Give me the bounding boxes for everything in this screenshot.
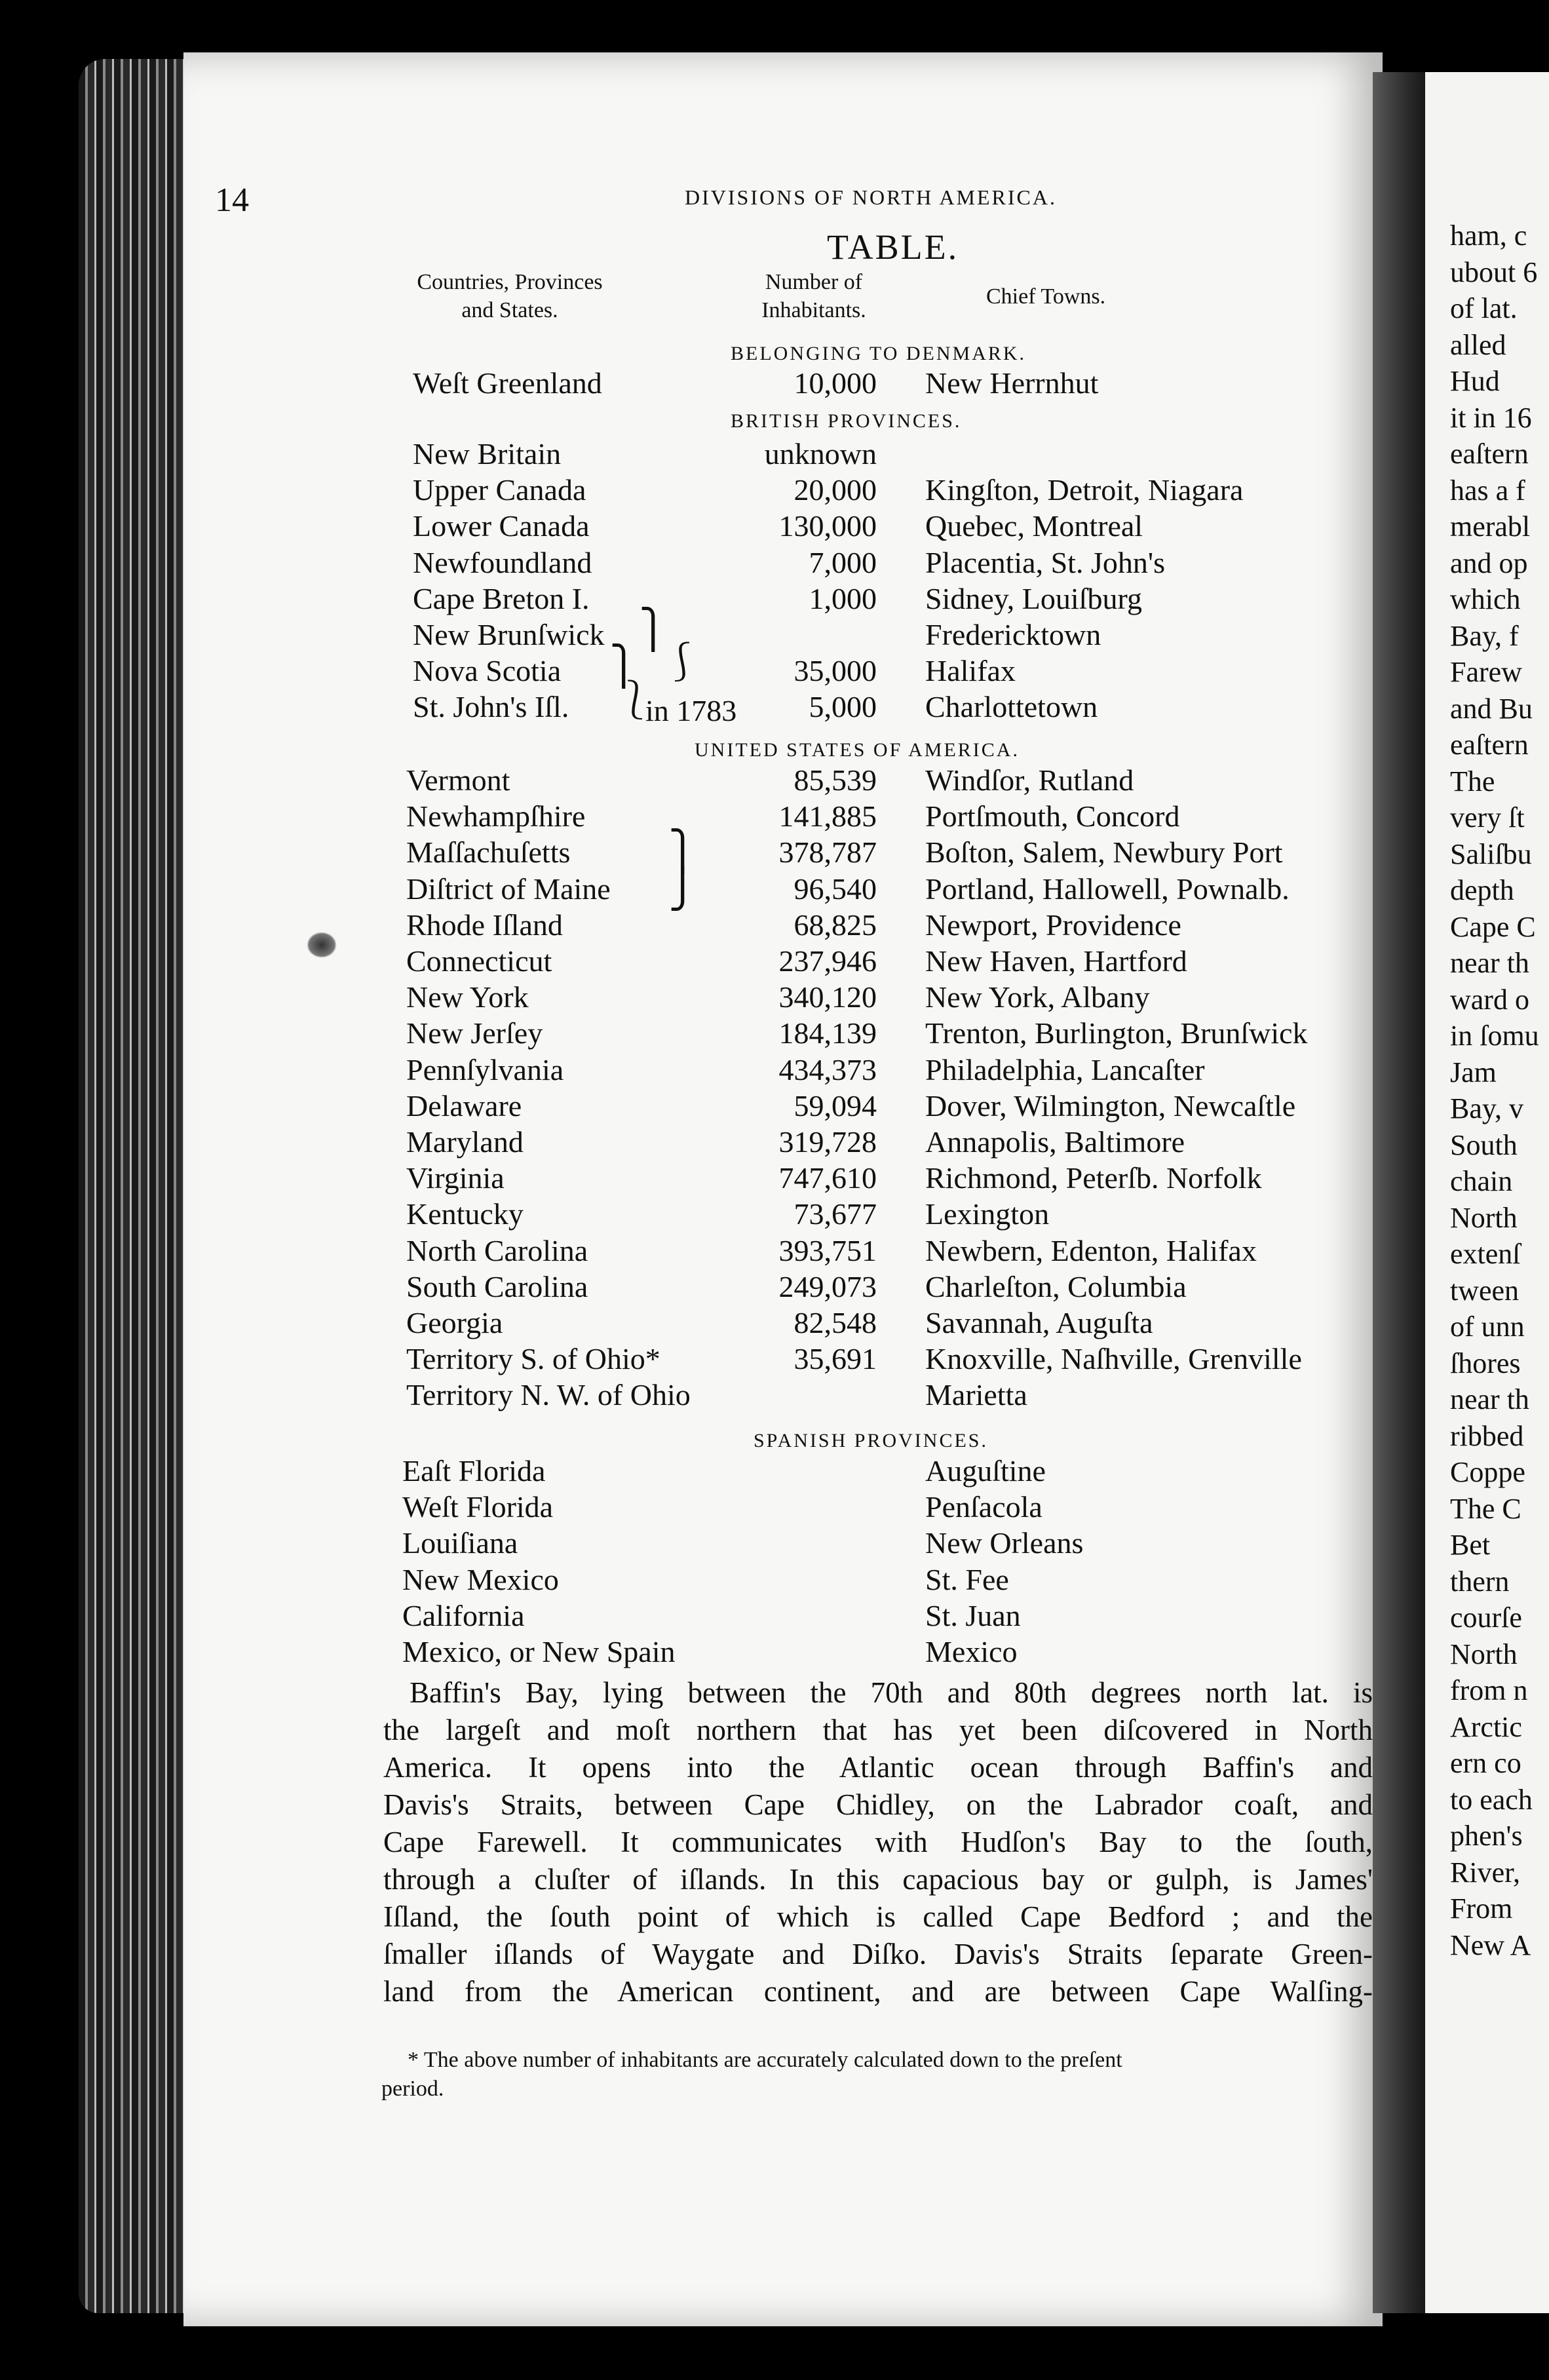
table-row-name: Virginia: [406, 1161, 505, 1195]
table-row-name: Territory N. W. of Ohio: [406, 1378, 691, 1411]
facing-page-line: ward o: [1450, 983, 1529, 1016]
table-row-name: Nova Scotia: [413, 654, 562, 687]
table-row-chief-towns: Philadelphia, Lancaſter: [925, 1053, 1205, 1086]
table-row-name: Newhampſhire: [406, 799, 586, 833]
facing-page-line: tween: [1450, 1274, 1520, 1307]
paragraph-line: the largeſt and moſt northern that has yet been diſcovered in North: [383, 1714, 1373, 1746]
facing-page-line: near th: [1450, 947, 1529, 979]
table-row-name: Eaſt Florida: [402, 1454, 546, 1488]
table-row-inhabitants: 10,000: [794, 366, 877, 400]
facing-page-line: Jam: [1450, 1056, 1497, 1088]
table-row-inhabitants: 68,825: [794, 908, 877, 942]
footnote-line: * The above number of inhabitants are accurately calculated down to the preſent: [408, 2048, 1122, 2072]
table-row-name: Delaware: [406, 1089, 522, 1123]
table-row-chief-towns: Knoxville, Naſhville, Grenville: [925, 1342, 1302, 1375]
table-row-inhabitants: 35,691: [794, 1342, 877, 1375]
facing-page-line: alled: [1450, 328, 1506, 361]
table-row-chief-towns: Charlottetown: [925, 690, 1098, 723]
table-row-name: Upper Canada: [413, 473, 586, 507]
facing-page-line: ubout 6: [1450, 256, 1538, 288]
table-row-inhabitants: 1,000: [809, 582, 877, 615]
section-heading: SPANISH PROVINCES.: [754, 1430, 988, 1451]
table-row-name: California: [402, 1599, 525, 1632]
table-row-chief-towns: Auguſtine: [925, 1454, 1046, 1488]
table-row-name: Kentucky: [406, 1197, 524, 1231]
table-row-chief-towns: Marietta: [925, 1378, 1027, 1411]
table-row-chief-towns: Lexington: [925, 1197, 1050, 1231]
table-row-inhabitants: 237,946: [778, 944, 877, 978]
table-row-name: Territory S. of Ohio*: [406, 1342, 660, 1375]
paragraph-line: land from the American continent, and are between Cape Walſing-: [383, 1975, 1373, 2008]
facing-page-line: Bay, v: [1450, 1092, 1524, 1124]
table-row-inhabitants: 393,751: [778, 1234, 877, 1267]
table-row-name: Vermont: [406, 763, 510, 797]
table-row-chief-towns: Halifax: [925, 654, 1016, 687]
table-row-chief-towns: Windſor, Rutland: [925, 763, 1134, 797]
table-row-chief-towns: St. Juan: [925, 1599, 1021, 1632]
table-row-inhabitants: 85,539: [794, 763, 877, 797]
table-row-name: Cape Breton I.: [413, 582, 590, 615]
facing-page-line: has a f: [1450, 474, 1525, 507]
facing-page-line: near th: [1450, 1383, 1529, 1415]
facing-page-line: Arctic: [1450, 1710, 1522, 1743]
table-row-inhabitants: 59,094: [794, 1089, 877, 1123]
paragraph-line: ſmaller iſlands of Waygate and Diſko. Davis's Straits ſeparate Green-: [383, 1938, 1373, 1970]
facing-page-line: North: [1450, 1638, 1518, 1670]
facing-page-line: and Bu: [1450, 692, 1533, 725]
ink-stain: [307, 932, 337, 958]
table-row-chief-towns: New York, Albany: [925, 980, 1150, 1014]
table-row-name: Weſt Florida: [402, 1490, 554, 1524]
facing-page-line: The: [1450, 765, 1495, 797]
brace-icon: ⎫: [609, 645, 638, 687]
table-row-name: Lower Canada: [413, 509, 590, 543]
table-row-chief-towns: Mexico: [925, 1635, 1018, 1668]
table-row-chief-towns: Charleſton, Columbia: [925, 1270, 1187, 1303]
facing-page-line: of unn: [1450, 1311, 1525, 1343]
column-header-chief-towns: Chief Towns.: [986, 284, 1106, 309]
facing-page-line: from n: [1450, 1674, 1528, 1706]
table-row-inhabitants: 20,000: [794, 473, 877, 507]
table-row-chief-towns: Newbern, Edenton, Halifax: [925, 1234, 1257, 1267]
facing-page-line: thern: [1450, 1565, 1510, 1598]
paragraph-line: Davis's Straits, between Cape Chidley, on the Labrador coaſt, and: [383, 1788, 1373, 1821]
table-row-chief-towns: St. Fee: [925, 1563, 1009, 1596]
paragraph-line: America. It opens into the Atlantic ocean through Baffin's and: [383, 1751, 1373, 1784]
facing-page-line: extenſ: [1450, 1238, 1521, 1270]
table-row-chief-towns: Sidney, Louiſburg: [925, 582, 1142, 615]
table-row-name: New York: [406, 980, 529, 1014]
book-gutter: [1373, 72, 1432, 2313]
facing-page-line: merabl: [1450, 510, 1531, 543]
table-row-name: Connecticut: [406, 944, 552, 978]
table-row-chief-towns: Quebec, Montreal: [925, 509, 1143, 543]
facing-page-line: phen's: [1450, 1820, 1523, 1852]
table-row-name: Maryland: [406, 1125, 524, 1159]
facing-page-line: Coppe: [1450, 1456, 1525, 1488]
facing-page-line: South: [1450, 1128, 1518, 1161]
facing-page-line: to each: [1450, 1783, 1533, 1816]
facing-page-line: North: [1450, 1201, 1518, 1234]
body-paragraph: [383, 1674, 1373, 2010]
table-row-chief-towns: New Orleans: [925, 1526, 1084, 1560]
facing-page-line: eaſtern: [1450, 729, 1529, 761]
section-heading: BRITISH PROVINCES.: [731, 410, 962, 432]
table-row-inhabitants: 184,139: [778, 1016, 877, 1050]
table-row-inhabitants: 82,548: [794, 1306, 877, 1339]
facing-page-line: it in 16: [1450, 401, 1532, 434]
brace-icon: ⎱: [616, 679, 655, 721]
facing-page-line: New A: [1450, 1929, 1531, 1961]
table-row-name: South Carolina: [406, 1270, 588, 1303]
table-row-inhabitants: 434,373: [778, 1053, 877, 1086]
table-row-name: Georgia: [406, 1306, 503, 1339]
table-row-inhabitants: 249,073: [778, 1270, 877, 1303]
table-row-name: Pennſylvania: [406, 1053, 564, 1086]
table-row-name: Mexico, or New Spain: [402, 1635, 676, 1668]
facing-page-line: depth: [1450, 874, 1514, 906]
table-row-inhabitants: 73,677: [794, 1197, 877, 1231]
table-row-inhabitants: 96,540: [794, 872, 877, 906]
table-row-inhabitants: unknown: [764, 437, 877, 470]
table-row-inhabitants: 35,000: [794, 654, 877, 687]
table-row-chief-towns: New Haven, Hartford: [925, 944, 1187, 978]
table-row-inhabitants: 378,787: [778, 835, 877, 869]
facing-page-line: River,: [1450, 1856, 1520, 1889]
table-row-chief-towns: Kingſton, Detroit, Niagara: [925, 473, 1244, 507]
facing-page-line: very ſt: [1450, 801, 1525, 834]
footnote-line: period.: [381, 2077, 444, 2101]
table-row-name: New Britain: [413, 437, 562, 470]
facing-page-fragment: [1425, 72, 1549, 2313]
table-row-chief-towns: Penſacola: [925, 1490, 1042, 1524]
table-row-chief-towns: Trenton, Burlington, Brunſwick: [925, 1016, 1308, 1050]
table-row-chief-towns: Annapolis, Baltimore: [925, 1125, 1185, 1159]
table-row-chief-towns: Richmond, Peterſb. Norfolk: [925, 1161, 1262, 1195]
facing-page-line: of lat.: [1450, 292, 1518, 324]
table-row-inhabitants: 340,120: [778, 980, 877, 1014]
year-note: in 1783: [645, 694, 737, 727]
section-heading: UNITED STATES OF AMERICA.: [695, 739, 1020, 761]
paragraph-line: Iſland, the ſouth point of which is called Cape Bedford ; and the: [383, 1900, 1373, 1933]
facing-page-line: ribbed: [1450, 1419, 1524, 1452]
facing-page-line: Bay, f: [1450, 619, 1519, 652]
facing-page-line: eaſtern: [1450, 438, 1529, 470]
table-row-name: St. John's Iſl.: [413, 690, 569, 723]
brace-icon: ⎫: [668, 830, 697, 872]
brace-icon: ⎭: [668, 868, 697, 910]
table-title: TABLE.: [827, 227, 959, 267]
facing-page-line: ham, c: [1450, 220, 1527, 252]
table-row-chief-towns: Portland, Hallowell, Pownalb.: [925, 872, 1290, 906]
paragraph-line: through a cluſter of iſlands. In this capacious bay or gulph, is James': [383, 1863, 1373, 1896]
facing-page-line: The C: [1450, 1492, 1521, 1525]
table-row-chief-towns: Fredericktown: [925, 618, 1101, 651]
table-row-name: New Mexico: [402, 1563, 559, 1596]
table-row-chief-towns: Placentia, St. John's: [925, 546, 1166, 579]
table-row-chief-towns: Savannah, Auguſta: [925, 1306, 1153, 1339]
table-row-chief-towns: Newport, Providence: [925, 908, 1181, 942]
facing-page-line: Bet: [1450, 1529, 1491, 1561]
facing-page-line: ſhores: [1450, 1347, 1521, 1379]
facing-page-line: Saliſbu: [1450, 837, 1532, 870]
table-row-chief-towns: Boſton, Salem, Newbury Port: [925, 835, 1283, 869]
table-row-name: Maſſachuſetts: [406, 835, 571, 869]
facing-page-line: ern co: [1450, 1747, 1521, 1779]
table-row-name: Newfoundland: [413, 546, 592, 579]
table-row-name: Diſtrict of Maine: [406, 872, 611, 906]
table-row-inhabitants: 5,000: [809, 690, 877, 723]
table-row-name: North Carolina: [406, 1234, 588, 1267]
table-row-inhabitants: 130,000: [778, 509, 877, 543]
facing-page-line: which: [1450, 583, 1521, 615]
table-row-inhabitants: 141,885: [778, 799, 877, 833]
table-row-inhabitants: 319,728: [778, 1125, 877, 1159]
footnote: [381, 2046, 1374, 2103]
section-heading: BELONGING TO DENMARK.: [731, 343, 1027, 364]
facing-page-line: Farew: [1450, 656, 1522, 688]
table-row-chief-towns: Dover, Wilmington, Newcaſtle: [925, 1089, 1296, 1123]
running-head: DIVISIONS OF NORTH AMERICA.: [685, 185, 1057, 209]
book-page-edges: [79, 59, 190, 2313]
table-row-inhabitants: 7,000: [809, 546, 877, 579]
column-header-inhabitants: Number of Inhabitants.: [761, 270, 866, 322]
table-row-name: Louiſiana: [402, 1526, 518, 1560]
brace-icon: ⎫: [639, 608, 668, 651]
facing-page-line: From: [1450, 1892, 1513, 1925]
facing-page-line: chain: [1450, 1165, 1513, 1197]
table-row-inhabitants: 747,610: [778, 1161, 877, 1195]
table-row-name: Rhode Iſland: [406, 908, 563, 942]
facing-page-line: in ſomu: [1450, 1020, 1539, 1052]
table-row-chief-towns: Portſmouth, Concord: [925, 799, 1180, 833]
brace-icon: ⎰: [663, 641, 702, 683]
column-header-countries: Countries, Provinces and States.: [417, 270, 603, 322]
table-row-name: New Brunſwick: [413, 618, 605, 651]
paragraph-line: Cape Farewell. It communicates with Hudſon's Bay to the ſouth,: [383, 1826, 1373, 1858]
table-row-chief-towns: New Herrnhut: [925, 366, 1099, 400]
page-number: 14: [215, 182, 249, 219]
table-row-name: New Jerſey: [406, 1016, 543, 1050]
table-row-name: Weſt Greenland: [413, 366, 602, 400]
facing-page-line: Hud: [1450, 365, 1500, 397]
paragraph-line: Baffin's Bay, lying between the 70th and 80th degrees north lat. is: [410, 1676, 1373, 1709]
facing-page-line: courſe: [1450, 1602, 1522, 1634]
facing-page-line: and op: [1450, 547, 1528, 579]
facing-page-line: Cape C: [1450, 910, 1536, 943]
